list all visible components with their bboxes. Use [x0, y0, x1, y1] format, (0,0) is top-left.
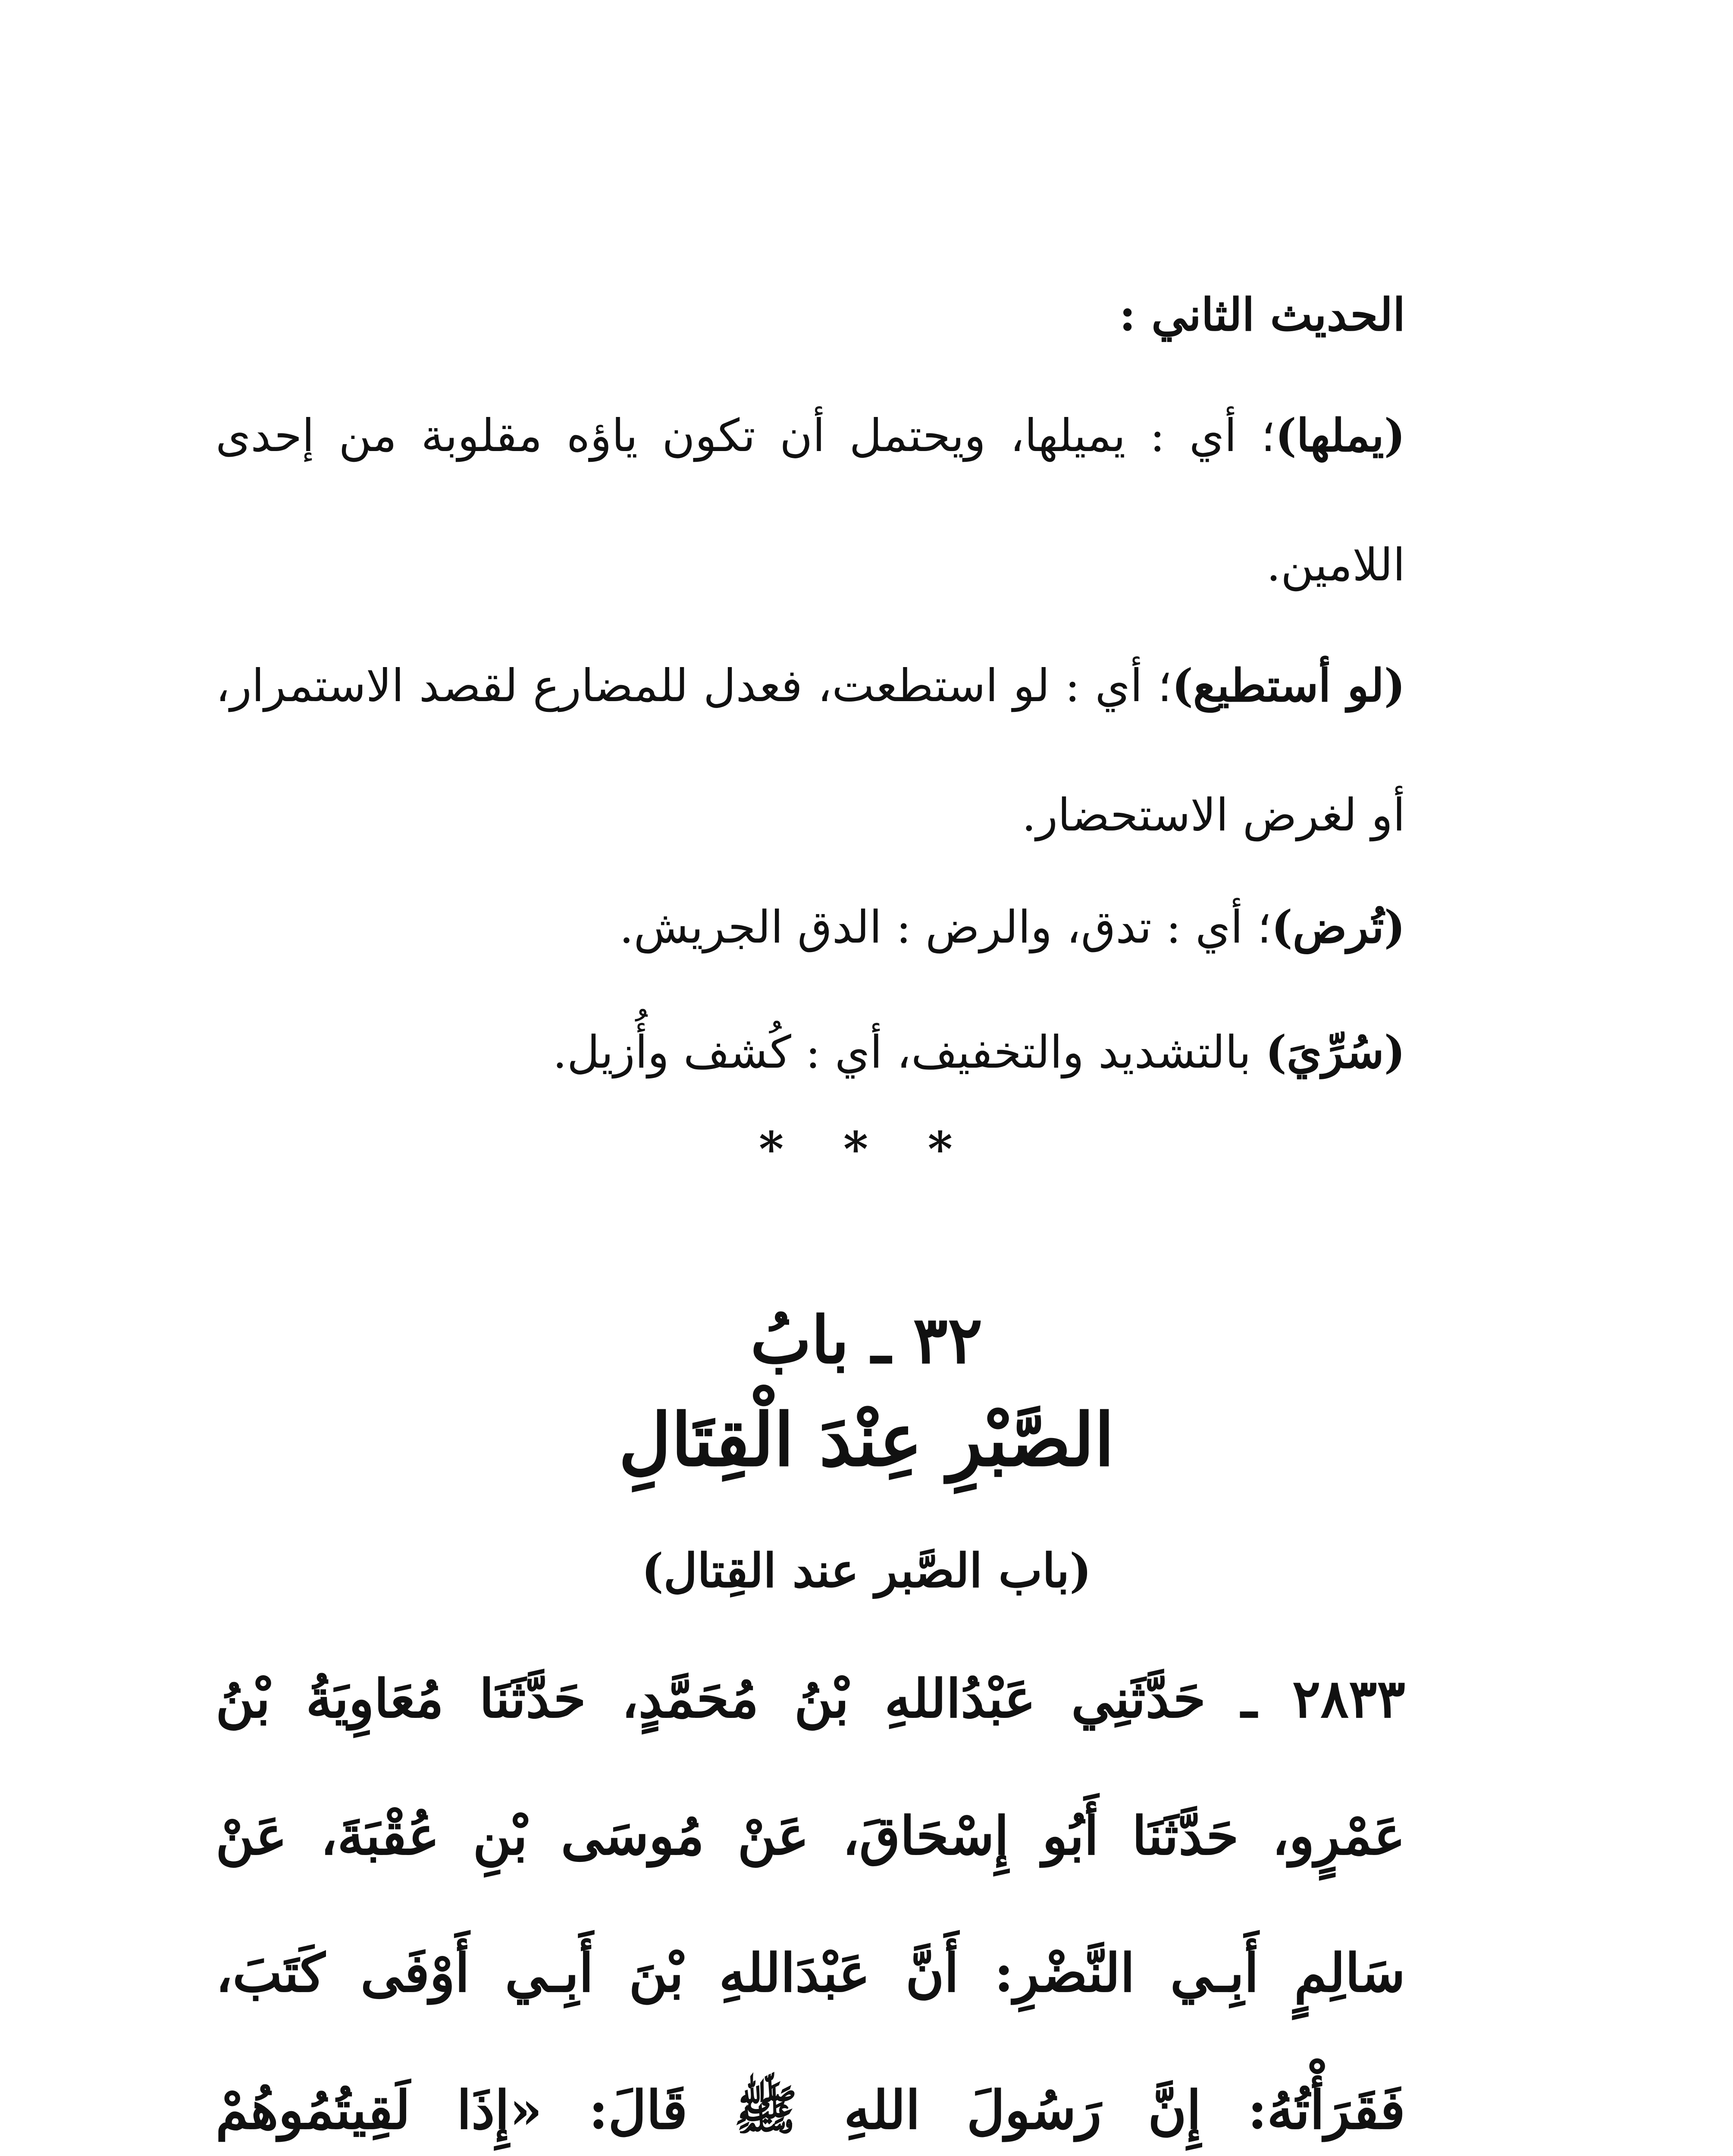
chapter-title: الصَّبْرِ عِنْدَ الْقِتَالِ: [618, 1397, 1115, 1482]
section-separator: * * *: [758, 1121, 975, 1177]
entry-text: بالتشديد والتخفيف، أي : كُشف وأُزيل.: [552, 1026, 1266, 1078]
entry-text: ؛ أي : يميلها، ويحتمل أن تكون ياؤه مقلوبة من إحدى اللامين.: [216, 409, 1405, 591]
commentary-entry-2: [216, 621, 1405, 880]
commentary-paragraph: [259, 2134, 1405, 2156]
entry-term: (يملها): [1275, 409, 1405, 462]
entry-text: ؛ أي : لو استطعت، فعدل للمضارع لقصد الاستمرار، أو لغرض الاستحضار.: [216, 659, 1405, 841]
entry-text: ؛ أي : تدق، والرض : الدق الجريش.: [619, 901, 1272, 953]
commentary-entry-4: [553, 987, 1405, 1117]
hadith-text: ٢٨٣٣ ـ حَدَّثَنِي عَبْدُاللهِ بْنُ مُحَمَّدٍ، حَدَّثَنَا مُعَاوِيَةُ بْنُ عَمْرٍو، حَدَّثَنَا أَبُو إِسْحَاقَ، عَنْ مُوسَى بْنِ عُقْبَةَ، عَنْ سَالِمٍ أَبِـي النَّضْرِ: أَنَّ عَبْدَاللهِ بْنَ أَبِـي أَوْفَى كَتَبَ، فَقَرَأْتُهُ: إِنَّ رَسُولَ اللهِ ﷺ قَالَ: «إِذَا لَقِيتُمُوهُمْ: [216, 1667, 1405, 2141]
entry-term: (تُرض): [1271, 900, 1405, 953]
entry-term: (لو أستطيع): [1172, 659, 1406, 712]
commentary-entry-3: [619, 862, 1405, 992]
entry-term: (سُرِّيَ): [1265, 1025, 1405, 1078]
section-heading: الحديث الثاني :: [1119, 288, 1405, 341]
chapter-number: ٣٢ ـ بابُ: [750, 1302, 983, 1378]
chapter-subtitle: (باب الصَّبر عند القِتال): [641, 1544, 1092, 1598]
commentary-entry-1: [216, 371, 1405, 630]
